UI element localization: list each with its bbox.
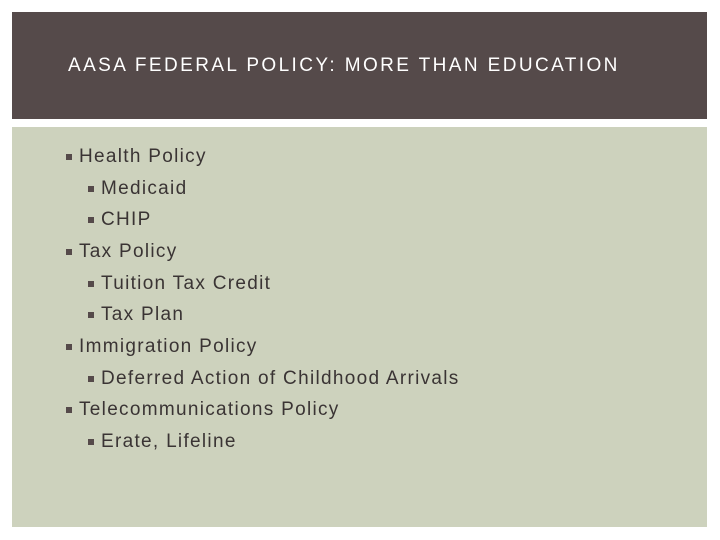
bullet-text: Immigration Policy — [79, 335, 258, 357]
content-area — [12, 127, 707, 527]
square-bullet-icon — [66, 154, 72, 160]
square-bullet-icon — [88, 376, 94, 382]
square-bullet-icon — [88, 312, 94, 318]
bullet-item-health-policy — [12, 141, 707, 173]
square-bullet-icon — [66, 249, 72, 255]
bullet-item-erate-lifeline — [12, 426, 707, 458]
bullet-list — [12, 141, 707, 458]
bullet-text: CHIP — [101, 209, 152, 231]
bullet-text: Tax Policy — [79, 240, 178, 262]
square-bullet-icon — [66, 407, 72, 413]
bullet-item-chip — [12, 204, 707, 236]
square-bullet-icon — [88, 281, 94, 287]
title-bar — [12, 12, 707, 119]
bullet-item-tax-plan — [12, 299, 707, 331]
bullet-text: Deferred Action of Childhood Arrivals — [101, 367, 460, 389]
bullet-item-medicaid — [12, 173, 707, 205]
square-bullet-icon — [88, 186, 94, 192]
bullet-text: Tax Plan — [101, 304, 185, 326]
bullet-text: Erate, Lifeline — [101, 431, 237, 453]
slide-title: AASA FEDERAL POLICY: MORE THAN EDUCATION — [68, 54, 620, 76]
bullet-text: Tuition Tax Credit — [101, 272, 272, 294]
square-bullet-icon — [66, 344, 72, 350]
bullet-text: Medicaid — [101, 177, 188, 199]
bullet-text: Telecommunications Policy — [79, 399, 340, 421]
bullet-text: Health Policy — [79, 145, 207, 167]
bullet-item-telecommunications-policy — [12, 395, 707, 427]
square-bullet-icon — [88, 439, 94, 445]
bullet-item-tuition-tax-credit — [12, 268, 707, 300]
square-bullet-icon — [88, 217, 94, 223]
bullet-item-tax-policy — [12, 236, 707, 268]
bullet-item-daca — [12, 363, 707, 395]
bullet-item-immigration-policy — [12, 331, 707, 363]
title-divider — [12, 119, 707, 127]
